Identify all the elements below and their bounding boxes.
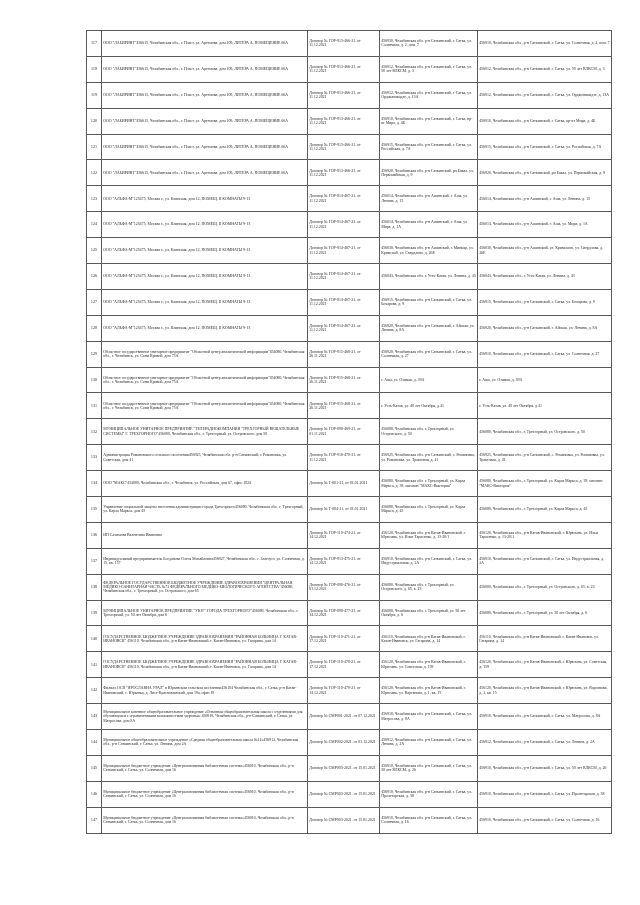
contract-cell: Договор № ГОР-110-478-21. от 17.12.2021 (308, 652, 380, 678)
location-cell: 456014, Челябинская обл. р-н Ашинский, г. Аша, ул. Ленина, д. 15 (380, 186, 478, 212)
location-cell: 456910, Челябинская обл. р-н Саткинский, г. Сатка, ул. Солнечная, д. 16 (380, 807, 478, 833)
location-cell: 456120, Челябинская обл. р-н Катав-Ивановский, г. Юрюзань, ул. Варганова, д. 1, кв. 15 (380, 678, 478, 704)
row-number-cell: 121 (87, 134, 102, 160)
table-row (87, 807, 612, 833)
location-cell: 456043, Челябинская обл. г. Усть-Катав, ул. Ленина, д. 43 (380, 264, 478, 290)
row-number-cell: 123 (87, 186, 102, 212)
table-row (87, 626, 612, 652)
address-cell: 456910, Челябинская обл., р-н Саткинский, г. Сатка, ул. Солнечная, д. 2, пом. 7 (478, 31, 612, 57)
row-number-cell: 128 (87, 315, 102, 341)
organization-cell: Муниципальное общеобразовательное учреждение «Средняя общеобразовательная школа №14»456912, Челябинская обл., р-н Саткинский, г. Сатка, ул. Ленина, дом 2А (102, 730, 308, 756)
location-cell: 456915, Челябинская обл. р-н Саткинский, г. Сатка, ул. Российская, д. 7А (380, 134, 478, 160)
contract-cell: Договор № ГОР-110-474-21. от 14.12.2021 (308, 522, 380, 548)
contract-cell: Договор № ГОР-914-467-21. от 11.12.2021 (308, 289, 380, 315)
row-number-cell: 143 (87, 704, 102, 730)
organization-cell: ИП Салимова Валентина Ивановна (102, 522, 308, 548)
address-cell: 456915, Челябинская обл., р-н Саткинский, г. Сатка, ул. Бочарова, д. 9 (478, 289, 612, 315)
row-number-cell: 117 (87, 31, 102, 57)
contract-cell: Договор № ГОР-916-470-21. от 11.12.2021 (308, 445, 380, 471)
row-number-cell: 124 (87, 212, 102, 238)
organization-cell: ООО "АЛЬФА-М"125475, Москва г., ул. Клинская, дом 12, ПОМЕЩ. II КОМНАТЫ 9-13 (102, 186, 308, 212)
organization-cell: Филиал ОСП "ЯРОСЛАВНА УРАЛ" в Юрьевском сельском поселении456104 Челябинская обл., г. Сатка, р-н Катав-Ивановский, с. Юрьевка, д. Лист-Краснокамский, дом 19а, офис 81 (102, 678, 308, 704)
organization-cell: Областное государственное унитарное предприятие "Областной центр аналитической информации"454080, Челябинская обл., г. Челябинск, ул. Сони Кривой, дом 75А (102, 367, 308, 393)
table-row (87, 315, 612, 341)
row-number-cell: 127 (87, 289, 102, 315)
address-cell: 456912, Челябинская обл., р-н Саткинский, г. Сатка, ул. Ленина, д. 2А (478, 730, 612, 756)
location-cell: 456080, Челябинская обл. г. Трехгорный, ул. Карла Маркса, д. 39, магазин "МАКС-Виктория" (380, 471, 478, 497)
table-row (87, 393, 612, 419)
organization-cell: Управление социальной защиты населения администрации города Трехгорного456080, Челябинская обл., г. Трехгорный, ул. Карла Маркса, дом 45 (102, 497, 308, 523)
contract-cell: Договор № ГОР-090-477-21. от 14.12.2021 (308, 600, 380, 626)
organization-cell: Областное государственное унитарное предприятие "Областной центр аналитической информации"454080, Челябинская обл., г. Челябинск, ул. Сони Кривой, дом 75А (102, 341, 308, 367)
location-cell: 456080, Челябинская обл. г. Трехгорный, ул. Карла Маркса, д. 45 (380, 497, 478, 523)
address-cell: 456912, Челябинская обл., р-н Саткинский, г. Сатка, ул. Орджоникидзе, д. 13А (478, 82, 612, 108)
organization-cell: Администрация Романовского сельского поселения456925, Челябинская обл. р-н Саткинский, с Романовка, ул. Советская, дом 41 (102, 445, 308, 471)
row-number-cell: 140 (87, 626, 102, 652)
row-number-cell: 125 (87, 238, 102, 264)
registry-table-body (87, 31, 612, 834)
contract-cell: Договор № СМР003-2021. от 15.01.2021 (308, 755, 380, 781)
location-cell: 456030, Челябинская обл. р-н Ашинский, г. Миньяр, ул. Кримской, ул. Свердлова, д. 26Е (380, 238, 478, 264)
address-cell: г. Усть-Катав, ул. 40 лет Октября, д.41 (478, 393, 612, 419)
location-cell: 456920, Челябинская обл. р-н Саткинский, г. Сатка, ул. Солнечная, д. 27 (380, 341, 478, 367)
organization-cell: ООО "МАКС"454000, Челябинская обл., г. Челябинск, ул. Российская, дом 67, офис 1024 (102, 471, 308, 497)
location-cell: 456918, Челябинская обл. р-н Саткинский, г. Сатка, ул. Матросова, д. 8А (380, 704, 478, 730)
location-cell: 456912, Челябинская обл. р-н Саткинский, г. Сатка, ул. Орджоникидзе, д. 13А (380, 82, 478, 108)
organization-cell: ГОСУДАРСТВЕННОЕ БЮДЖЕТНОЕ УЧРЕЖДЕНИЕ ЗДРАВООХРАНЕНИЯ "РАЙОННАЯ БОЛЬНИЦА Г. КАТАВ-ИВАНОВСК" 456110, Челябинская обл., р-н Катав-Ивановский, г. Катав-Ивановск, ул. Гагарина, дом 14 (102, 652, 308, 678)
row-number-cell: 130 (87, 367, 102, 393)
contract-cell: Договор № ГОР-915-468-21. от 26.11.2021 (308, 393, 380, 419)
address-cell: 456910, Челябинская обл., р-н Саткинский, г. Сатка, ул. Солнечная, д. 16 (478, 807, 612, 833)
contract-cell: Договор № ГОР-913-466-21. от 11.12.2021 (308, 31, 380, 57)
table-row (87, 186, 612, 212)
table-row (87, 160, 612, 186)
row-number-cell: 146 (87, 781, 102, 807)
contract-cell: Договор № ГОР-913-466-21. от 11.12.2021 (308, 134, 380, 160)
location-cell: 456080, Челябинская обл. г. Трехгорный, ул. 50 лет Октября, д. 6 (380, 600, 478, 626)
organization-cell: Муниципальное бюджетное учреждение «Централизованная библиотечная система»456910, Челябинская обл., р-н Саткинский, г. Сатка, ул. Солнечная, дом 16 (102, 781, 308, 807)
address-cell: 456912, Челябинская обл., р-н Саткинский, г. Сатка, ул. 50 лет ВЛКСМ, д. 3 (478, 56, 612, 82)
table-row (87, 497, 612, 523)
table-row (87, 704, 612, 730)
organization-cell: ГОСУДАРСТВЕННОЕ БЮДЖЕТНОЕ УЧРЕЖДЕНИЕ ЗДРАВООХРАНЕНИЯ "РАЙОННАЯ БОЛЬНИЦА Г. КАТАВ-ИВАНОВСК" 456110, Челябинская обл., р-н Катав-Ивановский, г. Катав-Ивановск, ул. Гагарина, дом 14 (102, 626, 308, 652)
table-row (87, 522, 612, 548)
row-number-cell: 122 (87, 160, 102, 186)
row-number-cell: 144 (87, 730, 102, 756)
contract-cell: Договор № ГОР-914-467-21. от 11.12.2021 (308, 264, 380, 290)
table-row (87, 238, 612, 264)
contract-cell: Договор № ГОР-914-467-21. от 11.12.2021 (308, 315, 380, 341)
contract-cell: Договор № ГОР-090-476-21. от 01.12.2021 (308, 574, 380, 600)
address-cell: 456014, Челябинская обл., р-н Ашинский, г. Аша, ул. Ленина, д. 15 (478, 186, 612, 212)
row-number-cell: 118 (87, 56, 102, 82)
organization-cell: Муниципальное казенное общеобразовательное учреждение «Основная общеобразовательная школа с отделениями для обучающихся с ограниченными возможностями здоровья» 456918, Челябинская обл., р-н Саткинский, г. Сатка, ул. Матросова, дом 8А (102, 704, 308, 730)
location-cell: г. Аша, ул. Озимая, д. 39А (380, 367, 478, 393)
organization-cell: Муниципальное бюджетное учреждение «Централизованная библиотечная система»456910, Челябинская обл., р-н Саткинский, г. Сатка, ул. Солнечная, дом 16 (102, 807, 308, 833)
organization-cell: ООО "ЛАБИРИНТ"456615, Челябинская обл., г. Пласт, ул. Артемова, дом 109, ЛИТЕРА А, ПОМЕЩЕНИЕ 66А (102, 108, 308, 134)
contract-cell: Договор № ГОР-913-466-21. от 11.12.2021 (308, 82, 380, 108)
address-cell: 456043, Челябинская обл., г. Усть-Катав, ул. Ленина, д. 43 (478, 264, 612, 290)
location-cell: 456910, Челябинская обл. р-н Саткинский, г. Сатка, пр-кт Мира, д. 4Б (380, 108, 478, 134)
organization-cell: ООО "ЛАБИРИНТ"456615, Челябинская обл., г. Пласт, ул. Артемова, дом 109, ЛИТЕРА А, ПОМЕЩЕНИЕ 66А (102, 134, 308, 160)
row-number-cell: 126 (87, 264, 102, 290)
contract-cell: Договор № ГОР-110-471-21. от 17.12.2021 (308, 626, 380, 652)
address-cell: 456110, Челябинская обл., р-н Катав-Ивановский, г. Катав-Ивановск, ул. Гагарина, д. 14 (478, 626, 612, 652)
row-number-cell: 132 (87, 419, 102, 445)
address-cell: 456925, Челябинская обл., р-н Саткинский, с. Романовка, ул. Романовка, ул. Трактовая, д. 41 (478, 445, 612, 471)
contract-cell: Договор № Т-004-21, от 01.01.2021 (308, 497, 380, 523)
organization-cell: Муниципальное бюджетное учреждение «Централизованная библиотечная система»456910, Челябинская обл., р-н Саткинский, г. Сатка, ул. Солнечная, дом 16 (102, 755, 308, 781)
organization-cell: ООО "АЛЬФА-М"125475, Москва г., ул. Клинская, дом 12, ПОМЕЩ. II КОМНАТЫ 9-13 (102, 315, 308, 341)
address-cell: 456910, Челябинская обл., р-н Саткинский, г. Сатка, ул. Солнечная, д. 27 (478, 341, 612, 367)
address-cell: 456920, Челябинская обл., р-н Саткинский, рп Бакал, ул. Первомайская, д. 9 (478, 160, 612, 186)
contract-cell: Договор № Т-001-21, от 01.01.2021 (308, 471, 380, 497)
contract-cell: Договор № ГОР-914-467-21. от 11.12.2021 (308, 186, 380, 212)
row-number-cell: 142 (87, 678, 102, 704)
organization-cell: ООО "ЛАБИРИНТ"456615, Челябинская обл., г. Пласт, ул. Артемова, дом 109, ЛИТЕРА А, ПОМЕЩЕНИЕ 66А (102, 160, 308, 186)
location-cell: 456930, Челябинская обл. р-н Саткинский, г. Сатка, ул. Солнечная, д. 2, пом. 7 (380, 31, 478, 57)
address-cell: 456910, Челябинская обл., р-н Саткинский, г. Сатка, ул. 50 лет ВЛКСМ, д. 26 (478, 755, 612, 781)
row-number-cell: 134 (87, 471, 102, 497)
organization-cell: ООО "АЛЬФА-М"125475, Москва г., ул. Клинская, дом 12, ПОМЕЩ. II КОМНАТЫ 9-13 (102, 212, 308, 238)
table-row (87, 574, 612, 600)
contract-cell: Договор № ГОР-914-467-21. от 11.12.2021 (308, 212, 380, 238)
location-cell: 456120, Челябинская обл. р-н Катав-Ивановский, г. Юрюзань, ул. Советская, д. 159 (380, 652, 478, 678)
organization-cell: МУНИЦИПАЛЬНОЕ УНИТАРНОЕ ПРЕДПРИЯТИЕ "ТЕЛЕРАДИОКОМПАНИЯ "ТРЕХГОРНЫЙ ВЕЩАТЕЛЬНЫЕ СИСТЕМЫ" Г. ТРЕХГОРНОГО"456080, Челябинская обл., г. Трехгорный, ул. Островского, дом 50 (102, 419, 308, 445)
row-number-cell: 133 (87, 445, 102, 471)
address-cell: 456080, Челябинская обл., г. Трехгорный, ул. 50 лет Октября, д. 6 (478, 600, 612, 626)
row-number-cell: 120 (87, 108, 102, 134)
table-row (87, 367, 612, 393)
table-row (87, 108, 612, 134)
row-number-cell: 147 (87, 807, 102, 833)
row-number-cell: 129 (87, 341, 102, 367)
address-cell: 456915, Челябинская обл., р-н Саткинский, г. Сатка, ул. Российская, д. 7А (478, 134, 612, 160)
address-cell: 456080, Челябинская обл., г. Трехгорный, ул. Островского, д. 65, к. 23 (478, 574, 612, 600)
location-cell: 456920, Челябинская обл. р-н Саткинский, рп Бакал, ул. Первомайская, д. 9 (380, 160, 478, 186)
contract-cell: Договор № СМР003-2021. от 15.01.2021 (308, 781, 380, 807)
address-cell: 456120, Челябинская обл., р-н Катав-Ивановский, г. Юрюзань, ул. Советская, д. 159 (478, 652, 612, 678)
table-row (87, 289, 612, 315)
table-row (87, 264, 612, 290)
table-row (87, 445, 612, 471)
contract-cell: Договор № ГОР-915-468-21. от 26.11.2021 (308, 341, 380, 367)
organization-cell: ООО "ЛАБИРИНТ"456615, Челябинская обл., г. Пласт, ул. Артемова, дом 109, ЛИТЕРА А, ПОМЕЩЕНИЕ 66А (102, 82, 308, 108)
address-cell: 456918, Челябинская обл., р-н Саткинский, г. Сатка, ул. Матросова, д. 8А (478, 704, 612, 730)
address-cell: 456080, Челябинская обл., г. Трехгорный, ул. Карла Маркса, д. 39, магазин "МАКС-Виктория" (478, 471, 612, 497)
contract-cell: Договор № ГОР-914-467-21. от 11.12.2021 (308, 238, 380, 264)
table-row (87, 600, 612, 626)
contract-cell: Договор № ГОР-913-466-21. от 11.12.2021 (308, 160, 380, 186)
address-cell: 456910, Челябинская обл., р-н Саткинский, г. Сатка, ул. Пролетарская, д. 38 (478, 781, 612, 807)
location-cell: 456915, Челябинская обл. р-н Саткинский, г. Сатка, ул. Бочарова, д. 9 (380, 289, 478, 315)
contract-cell: Договор № СМР003-2021. от 15.01.2021 (308, 807, 380, 833)
row-number-cell: 141 (87, 652, 102, 678)
address-cell: г. Аша, ул. Озимая, д. 39А (478, 367, 612, 393)
location-cell: г. Усть-Катав, ул. 40 лет Октября, д.41 (380, 393, 478, 419)
row-number-cell: 136 (87, 522, 102, 548)
organization-cell: МУНИЦИПАЛЬНОЕ УНИТАРНОЕ ПРЕДПРИЯТИЕ "УЮТ" ГОРОДА ТРЕХГОРНОГО"456080, Челябинская обл., г. Трехгорный, ул. 50 лет Октября, дом 6 (102, 600, 308, 626)
contract-cell: Договор № ГОР-090-469-21. от 01.11.2021 (308, 419, 380, 445)
table-row (87, 548, 612, 574)
location-cell: 456080, Челябинская обл. г. Трехгорный, ул. Островского, д. 65, к. 23 (380, 574, 478, 600)
location-cell: 456912, Челябинская обл. р-н Саткинский, г. Сатка, ул. 50 лет ВЛКСМ, д. 3 (380, 56, 478, 82)
address-cell: 456120, Челябинская обл., р-н Катав-Ивановский, г. Юрюзань, ул. Варганова, д. 1, кв. 15 (478, 678, 612, 704)
table-row (87, 652, 612, 678)
table-row (87, 781, 612, 807)
organization-cell: ООО "ЛАБИРИНТ"456615, Челябинская обл., г. Пласт, ул. Артемова, дом 109, ЛИТЕРА А, ПОМЕЩЕНИЕ 66А (102, 31, 308, 57)
registry-table (86, 30, 612, 834)
location-cell: 456912, Челябинская обл. р-н Саткинский, г. Сатка, ул. Ленина, д. 2А (380, 730, 478, 756)
row-number-cell: 138 (87, 574, 102, 600)
table-row (87, 212, 612, 238)
row-number-cell: 119 (87, 82, 102, 108)
organization-cell: Областное государственное унитарное предприятие "Областной центр аналитической информации"454080, Челябинская обл., г. Челябинск, ул. Сони Кривой, дом 75А (102, 393, 308, 419)
location-cell: 456014, Челябинская обл. р-н Ашинский, г. Аша, ул. Мира, д. 1А (380, 212, 478, 238)
organization-cell: ФЕДЕРАЛЬНОЕ ГОСУДАРСТВЕННОЕ БЮДЖЕТНОЕ УЧРЕЖДЕНИЕ ЗДРАВООХРАНЕНИЯ "ЦЕНТРАЛЬНАЯ МЕДИКО-САНИТАРНАЯ ЧАСТЬ №72 ФЕДЕРАЛЬНОГО МЕДИКО-БИОЛОГИЧЕСКОГО АГЕНТСТВА"456080, Челябинская обл., г. Трехгорный, ул. Островского, дом 65 (102, 574, 308, 600)
organization-cell: Индивидуальный предприниматель Богданова Олеся Михайловна456927, Челябинская обл., г. Златоуст, ул. Солнечная, д. 15, кв. 157 (102, 548, 308, 574)
address-cell: 456910, Челябинская обл., р-н Саткинский, г. Сатка, ул. Индустриальная, д. 2А (478, 548, 612, 574)
table-row (87, 419, 612, 445)
location-cell: 456120, Челябинская обл. р-н Катав-Ивановский, г. Юрюзань, ул. Ильи Тарасенко, д. 13-20/1 (380, 522, 478, 548)
contract-cell: Договор № ГОР-915-468-21. от 26.11.2021 (308, 367, 380, 393)
organization-cell: ООО "АЛЬФА-М"125475, Москва г., ул. Клинская, дом 12, ПОМЕЩ. II КОМНАТЫ 9-13 (102, 289, 308, 315)
row-number-cell: 137 (87, 548, 102, 574)
location-cell: 456910, Челябинская обл. р-н Саткинский, г. Сатка, ул. Индустриальная, д. 2А (380, 548, 478, 574)
contract-cell: Договор № ГОР-913-466-21. от 11.12.2021 (308, 56, 380, 82)
table-row (87, 678, 612, 704)
table-row (87, 82, 612, 108)
contract-cell: Договор № ГОР-110-479-21. от 14.12.2021 (308, 678, 380, 704)
table-row (87, 471, 612, 497)
table-row (87, 31, 612, 57)
address-cell: 456030, Челябинская обл., р-н Ашинский, ул. Кримского, ул. Свердлова, д. 26Е (478, 238, 612, 264)
address-cell: 456920, Челябинская обл., р-н Саткинский, г. Айская, ул. Ленина, д. 8А (478, 315, 612, 341)
contract-cell: Договор № ГОР-913-466-21. от 11.12.2021 (308, 108, 380, 134)
location-cell: 456910, Челябинская обл. р-н Саткинский, г. Сатка, ул. Пролетарская, д. 38 (380, 781, 478, 807)
table-row (87, 56, 612, 82)
contract-cell: Договор № ГОР-913-475-21. от 14.12.2021 (308, 548, 380, 574)
location-cell: 456910, Челябинская обл. р-н Саткинский, г. Сатка, ул. 50 лет ВЛКСМ, д. 26 (380, 755, 478, 781)
table-row (87, 730, 612, 756)
location-cell: 456110, Челябинская обл. р-н Катав-Ивановский, г. Катав-Ивановск, ул. Гагарина, д. 14 (380, 626, 478, 652)
table-row (87, 134, 612, 160)
address-cell: 456080, Челябинская обл., г. Трехгорный, ул. Островского, д. 50 (478, 419, 612, 445)
contract-cell: Договор № СМР001-2021. от 07.12.2021 (308, 704, 380, 730)
table-row (87, 755, 612, 781)
address-cell: 456120, Челябинская обл., р-н Катав-Ивановский, г. Юрюзань, ул. Ильи Тарасенко, д. 13-20/1 (478, 522, 612, 548)
row-number-cell: 131 (87, 393, 102, 419)
organization-cell: ООО "АЛЬФА-М"125475, Москва г., ул. Клинская, дом 12, ПОМЕЩ. II КОМНАТЫ 9-13 (102, 264, 308, 290)
row-number-cell: 145 (87, 755, 102, 781)
table-row (87, 341, 612, 367)
organization-cell: ООО "АЛЬФА-М"125475, Москва г., ул. Клинская, дом 12, ПОМЕЩ. II КОМНАТЫ 9-13 (102, 238, 308, 264)
contract-cell: Договор № СМР002-2021. от 01.12.2021 (308, 730, 380, 756)
location-cell: 456920, Челябинская обл. р-н Саткинский, г. Айская, ул. Ленина, д. 8А (380, 315, 478, 341)
organization-cell: ООО "ЛАБИРИНТ"456615, Челябинская обл., г. Пласт, ул. Артемова, дом 109, ЛИТЕРА А, ПОМЕЩЕНИЕ 66А (102, 56, 308, 82)
address-cell: 456014, Челябинская обл., р-н Ашинский, г. Аша, ул. Мира, д. 1А (478, 212, 612, 238)
address-cell: 456080, Челябинская обл., г. Трехгорный, ул. Карла Маркса, д. 45 (478, 497, 612, 523)
location-cell: 456925, Челябинская обл. р-н Саткинский, с. Романовка, ул. Романовка, ул. Трактовая, д. 41 (380, 445, 478, 471)
address-cell: 456910, Челябинская обл., р-н Саткинский, г. Сатка, пр-кт Мира, д. 4Б (478, 108, 612, 134)
location-cell: 456080, Челябинская обл. г. Трехгорный, ул. Островского, д. 50 (380, 419, 478, 445)
row-number-cell: 139 (87, 600, 102, 626)
row-number-cell: 135 (87, 497, 102, 523)
